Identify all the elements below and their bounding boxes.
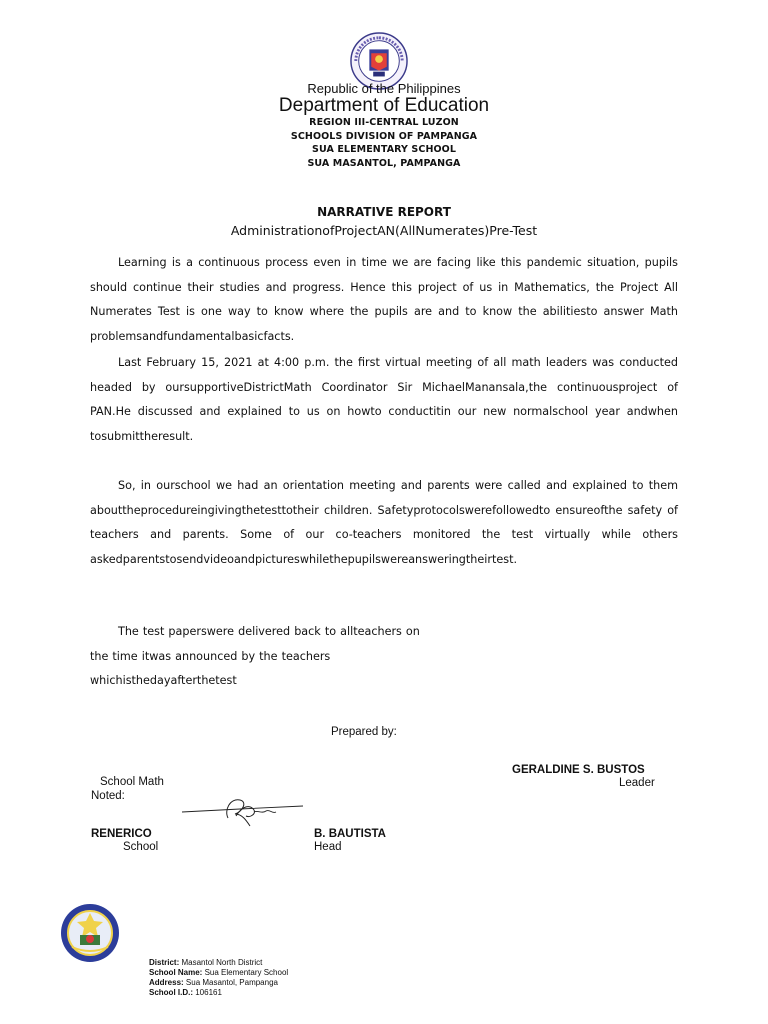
paragraph-1: Learning is a continuous process even in time we are facing like this pandemic situation, pupils should continue their studies and progress. Hence this project of us in Mathematics, the Project All Numerates Test is one way to know where the pupils are and to know the abilitiesto answer Math problemsandfundamentalbasicfacts.: [90, 256, 678, 343]
noter-title-part2: Head: [314, 841, 342, 853]
school-name-value: Sua Elementary School: [204, 968, 289, 977]
district-label: District:: [149, 958, 180, 967]
division-line: SCHOOLS DIVISION OF PAMPANGA: [290, 131, 478, 142]
school-id-label: School I.D.:: [149, 988, 193, 997]
noter-title-part1: School: [123, 841, 159, 853]
noter-name-part2: B. BAUTISTA: [314, 828, 386, 840]
district-value: Masantol North District: [181, 958, 263, 967]
prepared-by-label: Prepared by:: [331, 726, 397, 738]
location-line: SUA MASANTOL, PAMPANGA: [307, 158, 461, 169]
footer-address: [149, 978, 278, 988]
department-name: Department of Education: [278, 95, 490, 116]
school-logo-icon: [60, 903, 120, 963]
footer-school-name: [149, 968, 288, 978]
preparer-title-part2: Leader: [619, 777, 655, 789]
preparer-name: GERALDINE S. BUSTOS: [512, 764, 645, 776]
footer-school-id: [149, 988, 222, 998]
preparer-title-part1: School Math: [100, 776, 164, 788]
country-name: Republic of the Philippines: [307, 81, 461, 96]
address-label: Address:: [149, 978, 184, 987]
school-name-label: School Name:: [149, 968, 203, 977]
footer-district: [149, 958, 262, 968]
paragraph-4: The test paperswere delivered back to allteachers on the time itwas announced by the teachers whichisthedayafterthetest: [90, 625, 420, 687]
report-subtitle: AdministrationofProjectAN(AllNumerates)Pre-Test: [230, 223, 538, 238]
handwritten-signature-icon: [180, 790, 305, 830]
address-value: Sua Masantol, Pampanga: [185, 978, 278, 987]
noter-name-part1: RENERICO: [91, 828, 152, 840]
school-id-value: 106161: [195, 988, 222, 997]
school-line: SUA ELEMENTARY SCHOOL: [312, 144, 456, 155]
noted-label: Noted:: [91, 790, 125, 802]
paragraph-3: So, in ourschool we had an orientation meeting and parents were called and explained to them abouttheprocedureingivingthetesttotheir children. Safetyprotocolswerefollowedto ensureofthe safety of teachers and parents. Some of our co-teachers monitored the test virtually while others askedparentstosendvideoandpictureswhilethepupilswereansweringtheirtest.: [90, 479, 678, 566]
region-line: REGION III-CENTRAL LUZON: [309, 117, 459, 128]
report-title: NARRATIVE REPORT: [317, 205, 451, 219]
paragraph-2: Last February 15, 2021 at 4:00 p.m. the first virtual meeting of all math leaders was conducted headed by oursupportiveDistrictMath Coordinator Sir MichaelManansala,the continuousproject of PAN.He discussed and explained to us on howto conductitin our new normalschool year andwhen tosubmittheresult.: [90, 356, 678, 443]
